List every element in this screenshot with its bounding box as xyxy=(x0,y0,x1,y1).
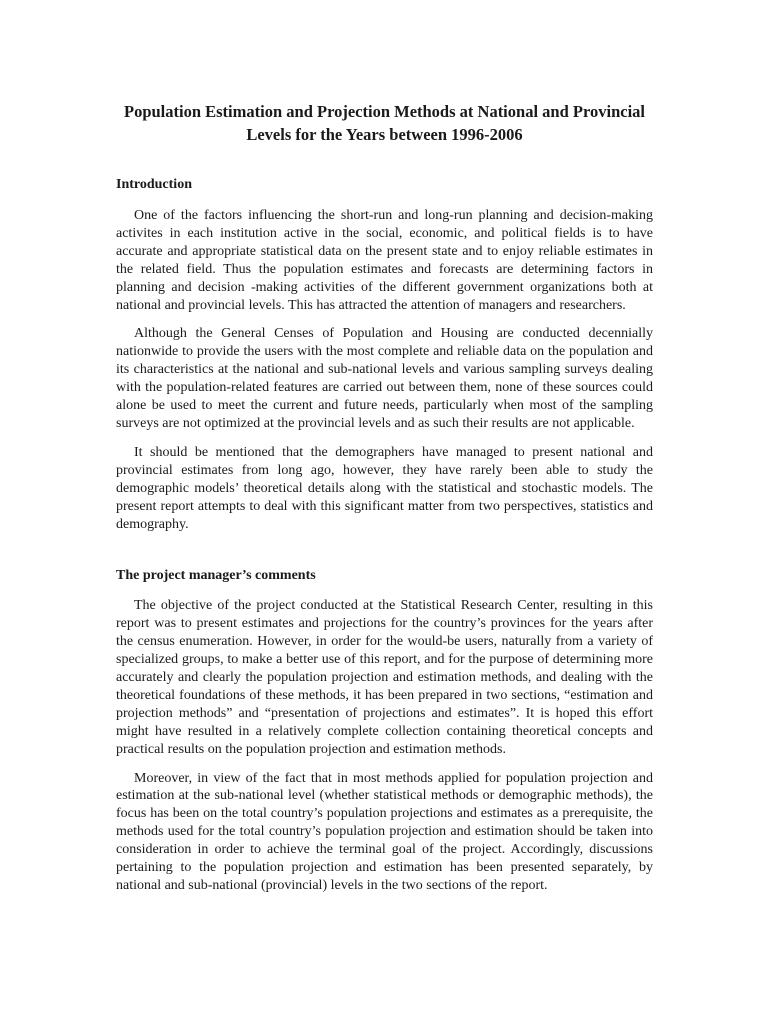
section-heading-introduction: Introduction xyxy=(116,177,192,192)
document-page xyxy=(116,100,653,895)
intro-paragraph-2: Although the General Censes of Population and Housing are conducted decennially nationwide to provide the users with the most complete and reliable data on the population and its characteristics at the national and sub-national levels and various sampling surveys dealing with the population-related features are carried out between them, none of these sources could alone be used to meet the current and future needs, particularly when most of the sampling surveys are not optimized at the provincial levels and as such their results are not applicable. xyxy=(116,326,653,431)
document-title: Population Estimation and Projection Methods at National and Provincial Levels for the Years between 1996-2006 xyxy=(123,102,645,144)
intro-paragraph-1: One of the factors influencing the short-run and long-run planning and decision-making activites in each institution active in the social, economic, and political fields is to have accurate and appropriate statistical data on the present state and to enjoy reliable estimates in the related field. Thus the population estimates and forecasts are determining factors in planning and decision -making activities of the different government organizations both at national and provincial levels. This has attracted the attention of managers and researchers. xyxy=(116,208,653,313)
intro-paragraph-3: It should be mentioned that the demographers have managed to present national and provincial estimates from long ago, however, they have rarely been able to study the demographic models’ theoretical details along with the statistical and stochastic models. The present report attempts to deal with this significant matter from two perspectives, statistics and demography. xyxy=(116,444,653,532)
comments-paragraph-1: The objective of the project conducted at the Statistical Research Center, resulting in this report was to present estimates and projections for the country’s provinces for the years after the census enumeration. However, in order for the would-be users, naturally from a variety of specialized groups, to make a better use of this report, and for the purpose of determining more accurately and clearly the population projection and estimation methods, and dealing with the theoretical foundations of these methods, it has been prepared in two sections, “estimation and projection methods” and “presentation of projections and estimates”. It is hoped this effort might have resulted in a relatively complete collection containing theoretical concepts and practical results on the population projection and estimation methods. xyxy=(116,598,653,757)
comments-paragraph-2: Moreover, in view of the fact that in most methods applied for population projection and estimation at the sub-national level (whether statistical methods or demographic methods), the focus has been on the total country’s population projections and estimates as a prerequisite, the methods used for the total country’s population projection and estimation should be taken into consideration in order to achieve the terminal goal of the project. Accordingly, discussions pertaining to the population projection and estimation has been presented separately, by national and sub-national (provincial) levels in the two sections of the report. xyxy=(116,770,653,893)
section-heading-project-manager-comments: The project manager’s comments xyxy=(116,568,316,584)
